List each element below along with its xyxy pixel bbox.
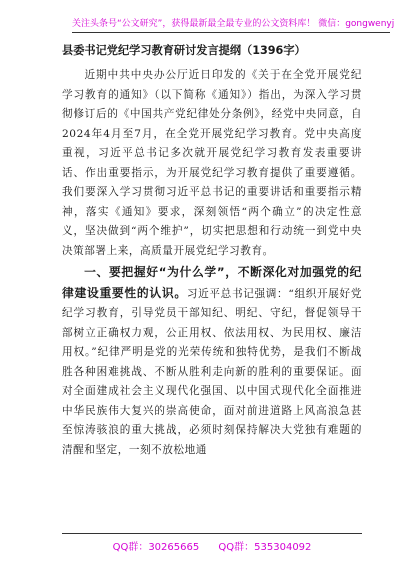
document-body <box>62 38 362 460</box>
footer-banner <box>62 533 362 554</box>
paragraph-intro-text: 近期中共中央办公厅近日印发的《关于在全党开展党纪学习教育的通知》（以下简称《通知》）指出，为深入学习贯彻修订后的《中国共产党纪律处分条例》，经党中央同意，自2024年4月至7月，在全党开展党纪学习教育。党中央高度重视，习近平总书记多次就开展党纪学习教育发表重要讲话、作出重要指示，为开展党纪学习教育提供了重要遵循。我们要深入学习贯彻习近平总书记的重要讲话和重要指示精神，落实《通知》要求，深刻领悟“两个确立”的决定性意义，坚决做到“两个维护”，切实把思想和行动统一到党中央决策部署上来，高质量开展党纪学习教育。 <box>62 69 362 257</box>
footer-qq-group-1: QQ群：30265665 <box>112 542 200 553</box>
header-banner <box>72 12 395 33</box>
footer-text <box>62 538 362 553</box>
paragraph-intro <box>62 66 362 261</box>
section-1-body: 习近平总书记强调：“组织开展好党纪学习教育，引导党员干部知纪、明纪、守纪，督促领导干部树立正确权力观，公正用权、依法用权、为民用权、廉洁用权。”纪律严明是党的光荣传统和独特优势，是我们不断战胜各种困难挑战、不断从胜利走向新的胜利的重要保证。面对全面建成社会主义现代化强国、以中国式现代化全面推进中华民族伟大复兴的崇高使命，面对前进道路上风高浪急甚至惊涛骇浪的重大挑战，必须时刻保持解决大党独有难题的清醒和坚定，一刻不放松地通 <box>62 287 362 456</box>
document-title: 县委书记党纪学习教育研讨发言提纲（1396字） <box>62 44 306 57</box>
paragraph-section-1 <box>62 263 362 460</box>
header-banner-text: 关注头条号“公文研究”，获得最新最全最专业的公文资料库！ 微信：gongwenyj <box>72 19 395 29</box>
section-1-heading: 一、要把握好“为什么学”，不断深化对加强党的纪律建设重要性的认识。 <box>62 265 362 300</box>
footer-qq-group-2: QQ群：535304092 <box>218 542 312 553</box>
